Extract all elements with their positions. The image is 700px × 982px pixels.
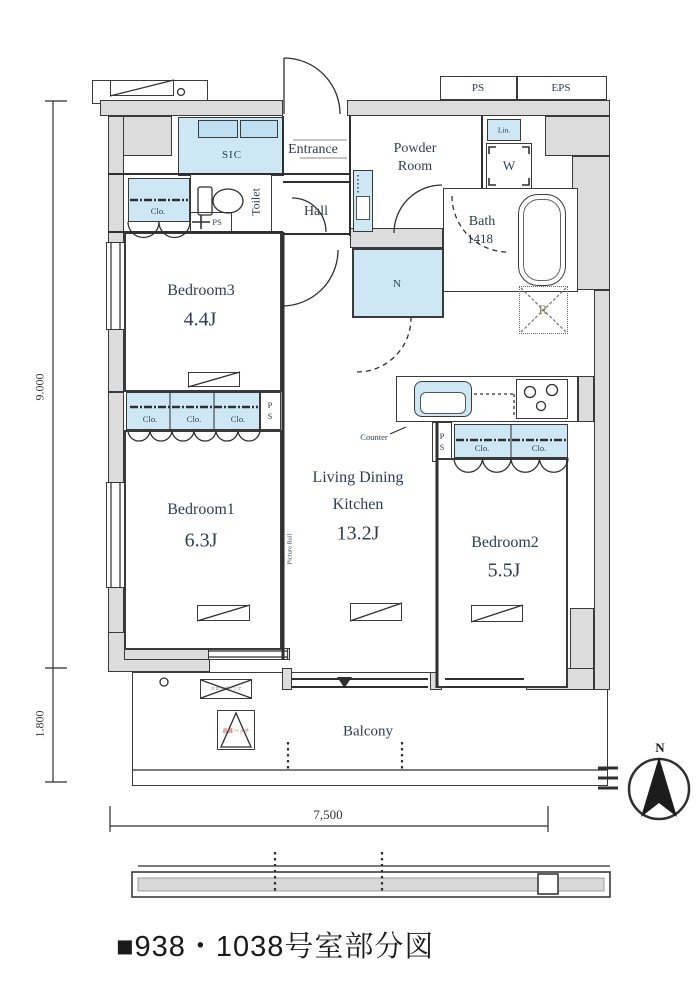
balcony-sliding-doors bbox=[292, 679, 524, 687]
dimension-width-bottom: 7,500 bbox=[313, 807, 343, 822]
compass-north-label: N bbox=[655, 740, 665, 755]
dimension-height-main: 9.000 bbox=[32, 373, 47, 401]
counter-label: Counter bbox=[360, 432, 388, 442]
stove-burners bbox=[525, 385, 558, 411]
counter-dash-lines bbox=[474, 394, 514, 418]
hall-label: Hall bbox=[303, 204, 329, 219]
north-compass bbox=[598, 757, 689, 819]
interior-walls bbox=[108, 116, 482, 688]
dimension-left bbox=[45, 101, 67, 782]
entrance-label: Entrance bbox=[288, 142, 338, 157]
counter-leader-line bbox=[390, 427, 406, 434]
closet5-label: Clo. bbox=[531, 443, 547, 453]
ps-shaft-label: PS bbox=[471, 82, 485, 94]
ldk-label-line1: Living Dining bbox=[312, 469, 404, 486]
closet3-label: Clo. bbox=[230, 414, 246, 424]
toilet-label: Toilet bbox=[248, 188, 263, 216]
ledge-drain-circle bbox=[178, 89, 185, 96]
closet2-label: Clo. bbox=[186, 414, 202, 424]
linen-label: Lin. bbox=[497, 125, 511, 135]
powder-room-label: Powder Room bbox=[393, 140, 437, 174]
ldk-size-label: 13.2J bbox=[336, 522, 380, 545]
powder-door-arc bbox=[394, 185, 442, 233]
bath-label: Bath bbox=[468, 214, 496, 229]
window-diagonals bbox=[110, 80, 523, 622]
bedroom3-size-label: 4.4J bbox=[183, 308, 217, 331]
closet-scallops bbox=[128, 222, 568, 472]
picture-rail-label: Picture Rail bbox=[286, 533, 294, 565]
page-title: ■938・1038号室部分図 bbox=[116, 931, 435, 963]
ldk-label-line2: Kitchen bbox=[332, 496, 384, 513]
bedroom1-size-label: 6.3J bbox=[184, 529, 218, 552]
bedroom3-door-arc bbox=[282, 250, 338, 306]
eps-shaft-label: EPS bbox=[551, 82, 571, 94]
balcony-label: Balcony bbox=[343, 723, 393, 740]
bedroom2-label: Bedroom2 bbox=[471, 534, 539, 551]
bedroom1-label: Bedroom1 bbox=[167, 501, 235, 518]
sic-label: SIC bbox=[221, 149, 243, 161]
refrigerator-label: R bbox=[538, 302, 548, 317]
balcony-rail-ticks bbox=[288, 742, 402, 772]
dimension-height-balcony: 1.800 bbox=[32, 710, 47, 738]
storage-n-label: N bbox=[393, 278, 401, 290]
ps-kitchen-label: PS bbox=[437, 431, 447, 453]
bedroom2-size-label: 5.5J bbox=[487, 559, 521, 582]
evacuation-hatch-label: 避難ハッチ bbox=[222, 729, 250, 735]
ps-toilet-label: PS bbox=[212, 217, 222, 227]
washer-label: W bbox=[502, 158, 516, 173]
closet1-label: Clo. bbox=[142, 414, 158, 424]
ps-bedroom3-label: PS bbox=[265, 400, 275, 422]
bedroom3-label: Bedroom3 bbox=[167, 282, 235, 299]
closet-toilet-label: Clo. bbox=[150, 206, 166, 216]
closet4-label: Clo. bbox=[474, 443, 490, 453]
storage-door-arc bbox=[357, 318, 411, 372]
left-window-lines bbox=[111, 242, 288, 657]
slop-sink-label: スロップシンク bbox=[210, 686, 242, 691]
bath-size-label: 1418 bbox=[467, 231, 493, 246]
balcony-drain-circle bbox=[160, 678, 168, 686]
bottom-section bbox=[132, 852, 610, 897]
